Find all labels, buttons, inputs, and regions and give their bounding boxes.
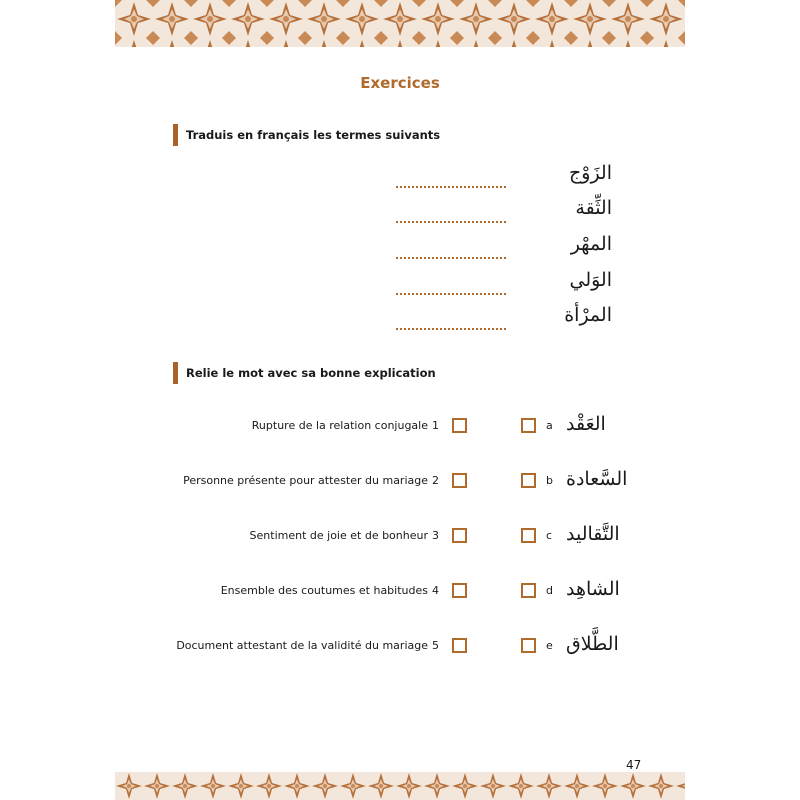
translate-row [360, 302, 620, 336]
explanation-text: Rupture de la relation conjugale [251, 419, 428, 432]
decorative-pattern-top [115, 0, 685, 47]
explanation-number: 3 [432, 529, 439, 542]
decorative-pattern-bottom [115, 772, 685, 800]
translate-row [360, 160, 620, 194]
arabic-word: العَقْد [566, 413, 606, 435]
explanation-number: 1 [432, 419, 439, 432]
match-row [150, 634, 650, 662]
word-letter: e [546, 639, 553, 652]
explanation-text: Personne présente pour attester du mariage [183, 474, 428, 487]
explanation-number: 4 [432, 584, 439, 597]
arabic-term: الثِّقة [575, 197, 612, 219]
word-checkbox[interactable] [521, 418, 536, 433]
translate-row [360, 231, 620, 265]
word-letter: d [546, 584, 553, 597]
arabic-word: التَّقاليد [566, 523, 620, 545]
explanation-checkbox[interactable] [452, 528, 467, 543]
explanation-text: Document attestant de la validité du mariage [176, 639, 428, 652]
section-heading-match: Relie le mot avec sa bonne explication [173, 362, 436, 384]
explanation-checkbox[interactable] [452, 638, 467, 653]
answer-line[interactable] [396, 293, 506, 295]
page-title: Exercices [360, 74, 440, 92]
word-letter: c [546, 529, 553, 542]
word-letter: b [546, 474, 553, 487]
translate-row [360, 195, 620, 229]
explanation-number: 5 [432, 639, 439, 652]
section-heading-translate: Traduis en français les termes suivants [173, 124, 440, 146]
arabic-term: الزَوْج [569, 162, 612, 184]
explanation-checkbox[interactable] [452, 473, 467, 488]
word-checkbox[interactable] [521, 583, 536, 598]
answer-line[interactable] [396, 328, 506, 330]
explanation-text: Sentiment de joie et de bonheur [249, 529, 428, 542]
word-checkbox[interactable] [521, 638, 536, 653]
word-checkbox[interactable] [521, 528, 536, 543]
arabic-word: الشاهِد [566, 578, 620, 600]
match-row [150, 524, 650, 552]
arabic-word: الطَّلاق [566, 633, 619, 655]
explanation-checkbox[interactable] [452, 418, 467, 433]
arabic-term: المرْأة [564, 304, 612, 326]
explanation-number: 2 [432, 474, 439, 487]
arabic-term: الوَلي [569, 269, 612, 291]
match-row [150, 579, 650, 607]
answer-line[interactable] [396, 186, 506, 188]
explanation-text: Ensemble des coutumes et habitudes [220, 584, 428, 597]
explanation-checkbox[interactable] [452, 583, 467, 598]
answer-line[interactable] [396, 221, 506, 223]
translate-row [360, 267, 620, 301]
arabic-term: المهْر [570, 233, 612, 255]
arabic-word: السَّعادة [566, 468, 628, 490]
match-row [150, 414, 650, 442]
word-letter: a [546, 419, 553, 432]
answer-line[interactable] [396, 257, 506, 259]
word-checkbox[interactable] [521, 473, 536, 488]
match-row [150, 469, 650, 497]
page-number: 47 [626, 758, 642, 772]
